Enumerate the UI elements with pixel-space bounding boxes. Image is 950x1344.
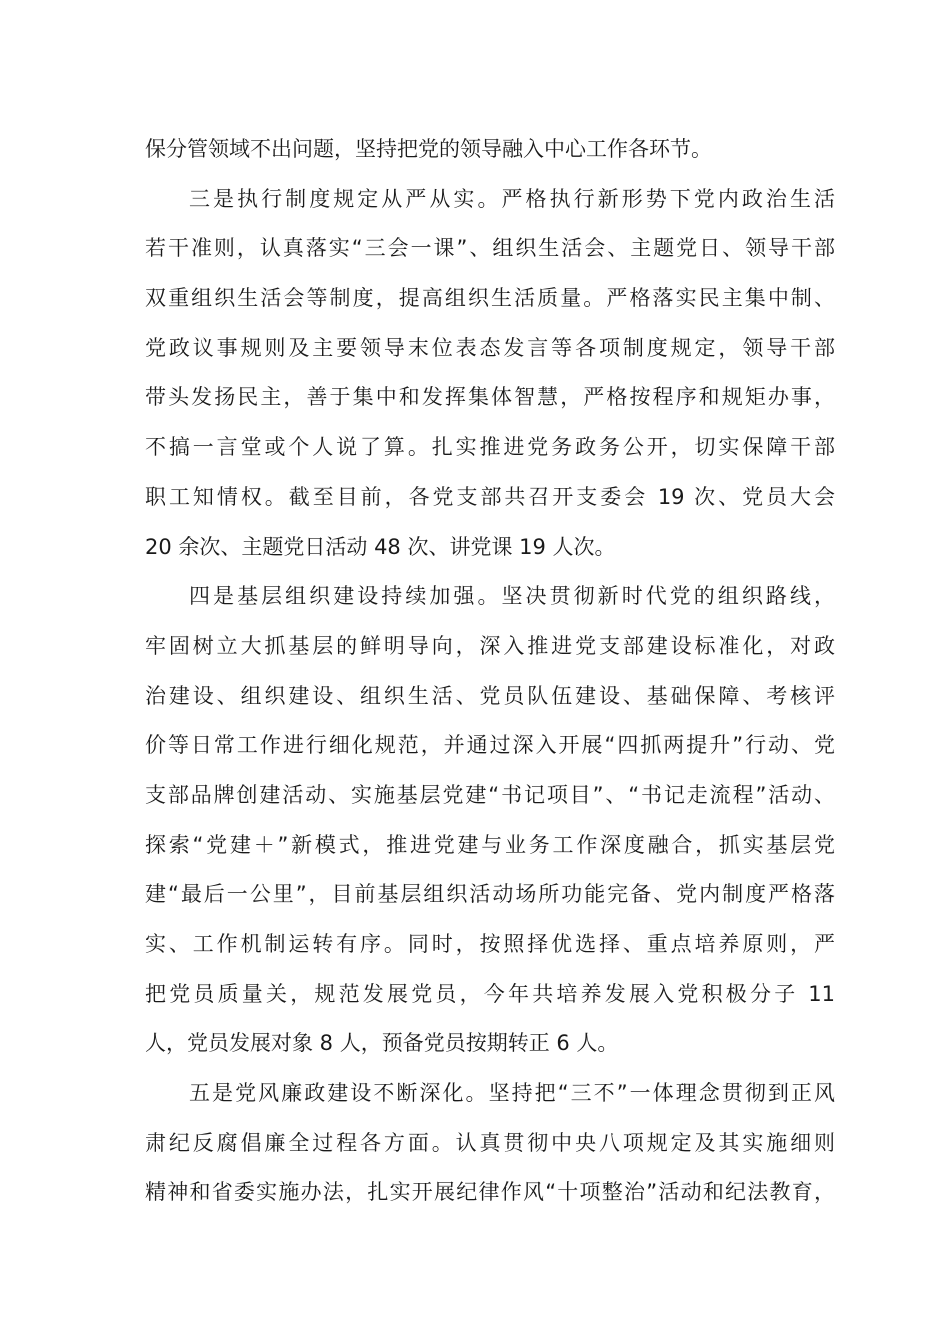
text-line: 牢固树立大抓基层的鲜明导向，深入推进党支部建设标准化，对政 bbox=[145, 633, 835, 658]
text-line: 精神和省委实施办法，扎实开展纪律作风“十项整治”活动和纪法教育， bbox=[145, 1180, 835, 1205]
text-line: 把党员质量关，规范发展党员，今年共培养发展入党积极分子 11 bbox=[145, 981, 835, 1006]
text-line: 不搞一言堂或个人说了算。扎实推进党务政务公开，切实保障干部 bbox=[145, 435, 835, 460]
paragraph-5-first-line: 五是党风廉政建设不断深化。坚持把“三不”一体理念贯彻到正风 bbox=[189, 1081, 835, 1106]
text-line: 支部品牌创建活动、实施基层党建“书记项目”、“书记走流程”活动、 bbox=[145, 782, 835, 807]
text-line: 20 余次、主题党日活动 48 次、讲党课 19 人次。 bbox=[145, 534, 616, 559]
text-line: 人，党员发展对象 8 人，预备党员按期转正 6 人。 bbox=[145, 1031, 619, 1056]
text-line: 保分管领域不出问题，坚持把党的领导融入中心工作各环节。 bbox=[145, 137, 712, 161]
text-line: 价等日常工作进行细化规范，并通过深入开展“四抓两提升”行动、党 bbox=[145, 733, 835, 758]
paragraph-4-first-line: 四是基层组织建设持续加强。坚决贯彻新时代党的组织路线， bbox=[189, 584, 835, 609]
paragraph-3-first-line: 三是执行制度规定从严从实。严格执行新形势下党内政治生活 bbox=[189, 186, 835, 211]
text-line: 探索“党建＋”新模式，推进党建与业务工作深度融合，抓实基层党 bbox=[145, 832, 835, 857]
text-line: 职工知情权。截至目前，各党支部共召开支委会 19 次、党员大会 bbox=[145, 484, 835, 509]
text-line: 带头发扬民主，善于集中和发挥集体智慧，严格按程序和规矩办事， bbox=[145, 385, 835, 410]
text-line: 实、工作机制运转有序。同时，按照择优选择、重点培养原则，严 bbox=[145, 932, 835, 956]
text-line: 双重组织生活会等制度，提高组织生活质量。严格落实民主集中制、 bbox=[145, 286, 835, 311]
text-line: 若干准则，认真落实“三会一课”、组织生活会、主题党日、领导干部 bbox=[145, 236, 835, 261]
body-text bbox=[145, 125, 835, 1218]
text-line: 建“最后一公里”，目前基层组织活动场所功能完备、党内制度严格落 bbox=[145, 882, 835, 907]
text-line: 党政议事规则及主要领导末位表态发言等各项制度规定，领导干部 bbox=[145, 335, 835, 360]
text-line: 治建设、组织建设、组织生活、党员队伍建设、基础保障、考核评 bbox=[145, 683, 835, 708]
text-line: 肃纪反腐倡廉全过程各方面。认真贯彻中央八项规定及其实施细则 bbox=[145, 1130, 835, 1155]
